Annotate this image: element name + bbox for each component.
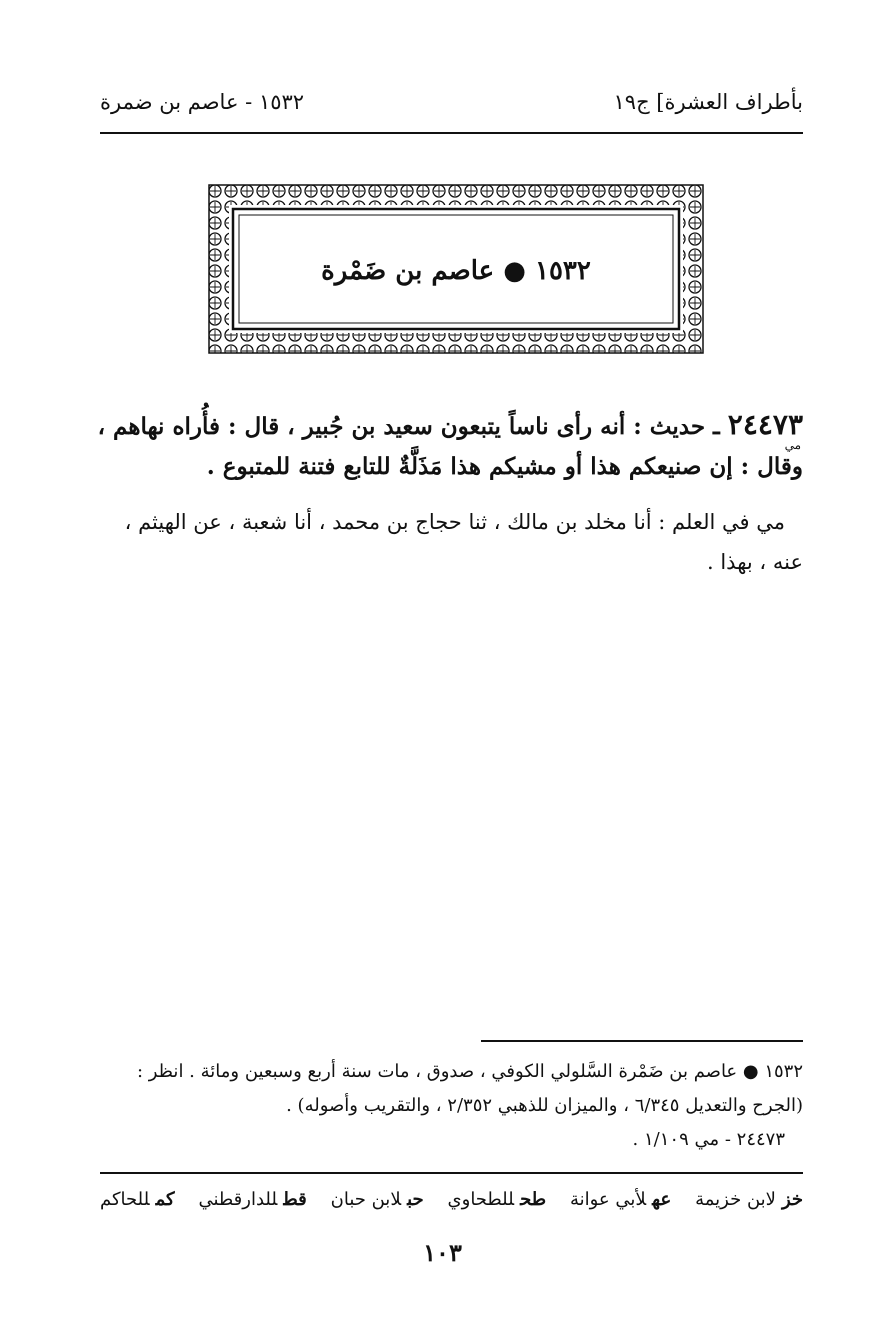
legend-item bbox=[100, 1183, 175, 1217]
hadith-number: ٢٤٤٧٣ bbox=[727, 408, 803, 441]
hadith-text bbox=[97, 405, 803, 487]
legend-item bbox=[570, 1183, 671, 1217]
footnote-line-1: ١٥٣٢ ● عاصم بن ضَمْرة السَّلولي الكوفي ، صدوق ، مات سنة أربع وسبعين ومائة . انظر : bbox=[136, 1061, 803, 1082]
legend-label: لابن خزيمة bbox=[695, 1189, 776, 1210]
legend-abbr: عه bbox=[652, 1189, 672, 1210]
hadith-sigla: مي bbox=[784, 438, 801, 452]
header-section: ١٥٣٢ - عاصم بن ضمرة bbox=[100, 90, 305, 114]
legend-label: للدارقطني bbox=[198, 1189, 278, 1210]
hadith-line-1 bbox=[97, 405, 803, 447]
hadith-line-2: وقال : إن صنيعكم هذا أو مشيكم هذا مَذَلَّةٌ للتابع فتنة للمتبوع . bbox=[206, 453, 803, 480]
chapter-title: ١٥٣٢ ● عاصم بن ضَمْرة bbox=[321, 256, 591, 286]
legend-abbr: طح bbox=[520, 1189, 547, 1210]
footnotes bbox=[100, 1055, 803, 1157]
source-line-2: عنه ، بهذا . bbox=[707, 550, 803, 574]
legend-abbr: خز bbox=[781, 1189, 803, 1210]
footnote-line-3: ٢٤٤٧٣ - مي ١/١٠٩ . bbox=[632, 1129, 785, 1150]
legend-label: لابن حبان bbox=[330, 1189, 402, 1210]
legend-item bbox=[331, 1183, 424, 1217]
page-number: ١٠٣ bbox=[423, 1238, 462, 1267]
chapter-ornament-frame bbox=[207, 183, 705, 355]
legend-abbr: كم bbox=[155, 1189, 175, 1210]
sigla-legend bbox=[100, 1183, 803, 1217]
running-header bbox=[100, 82, 803, 122]
footnote-rule bbox=[481, 1040, 803, 1042]
header-rule bbox=[100, 132, 803, 134]
legend-rule bbox=[100, 1172, 803, 1174]
legend-item bbox=[695, 1183, 803, 1217]
source-line-1: مي في العلم : أنا مخلد بن مالك ، ثنا حجاج بن محمد ، أنا شعبة ، عن الهيثم ، bbox=[124, 510, 785, 534]
legend-label: للحاكم bbox=[100, 1189, 150, 1210]
legend-item bbox=[198, 1183, 306, 1217]
legend-label: للطحاوي bbox=[447, 1189, 515, 1210]
legend-label: لأبي عوانة bbox=[569, 1189, 647, 1210]
footnote-line-2: (الجرح والتعديل ٦/٣٤٥ ، والميزان للذهبي ٢/٣٥٢ ، والتقريب وأصوله) . bbox=[286, 1095, 803, 1116]
legend-abbr: قط bbox=[283, 1189, 307, 1210]
header-book-volume: بأطراف العشرة] ج١٩ bbox=[613, 90, 803, 114]
legend-abbr: حب bbox=[407, 1189, 424, 1210]
hadith-line-1-text: ـ حديث : أنه رأى ناساً يتبعون سعيد بن جُبير ، قال : فأُراه نهاهم ، bbox=[97, 413, 728, 440]
legend-item bbox=[448, 1183, 547, 1217]
